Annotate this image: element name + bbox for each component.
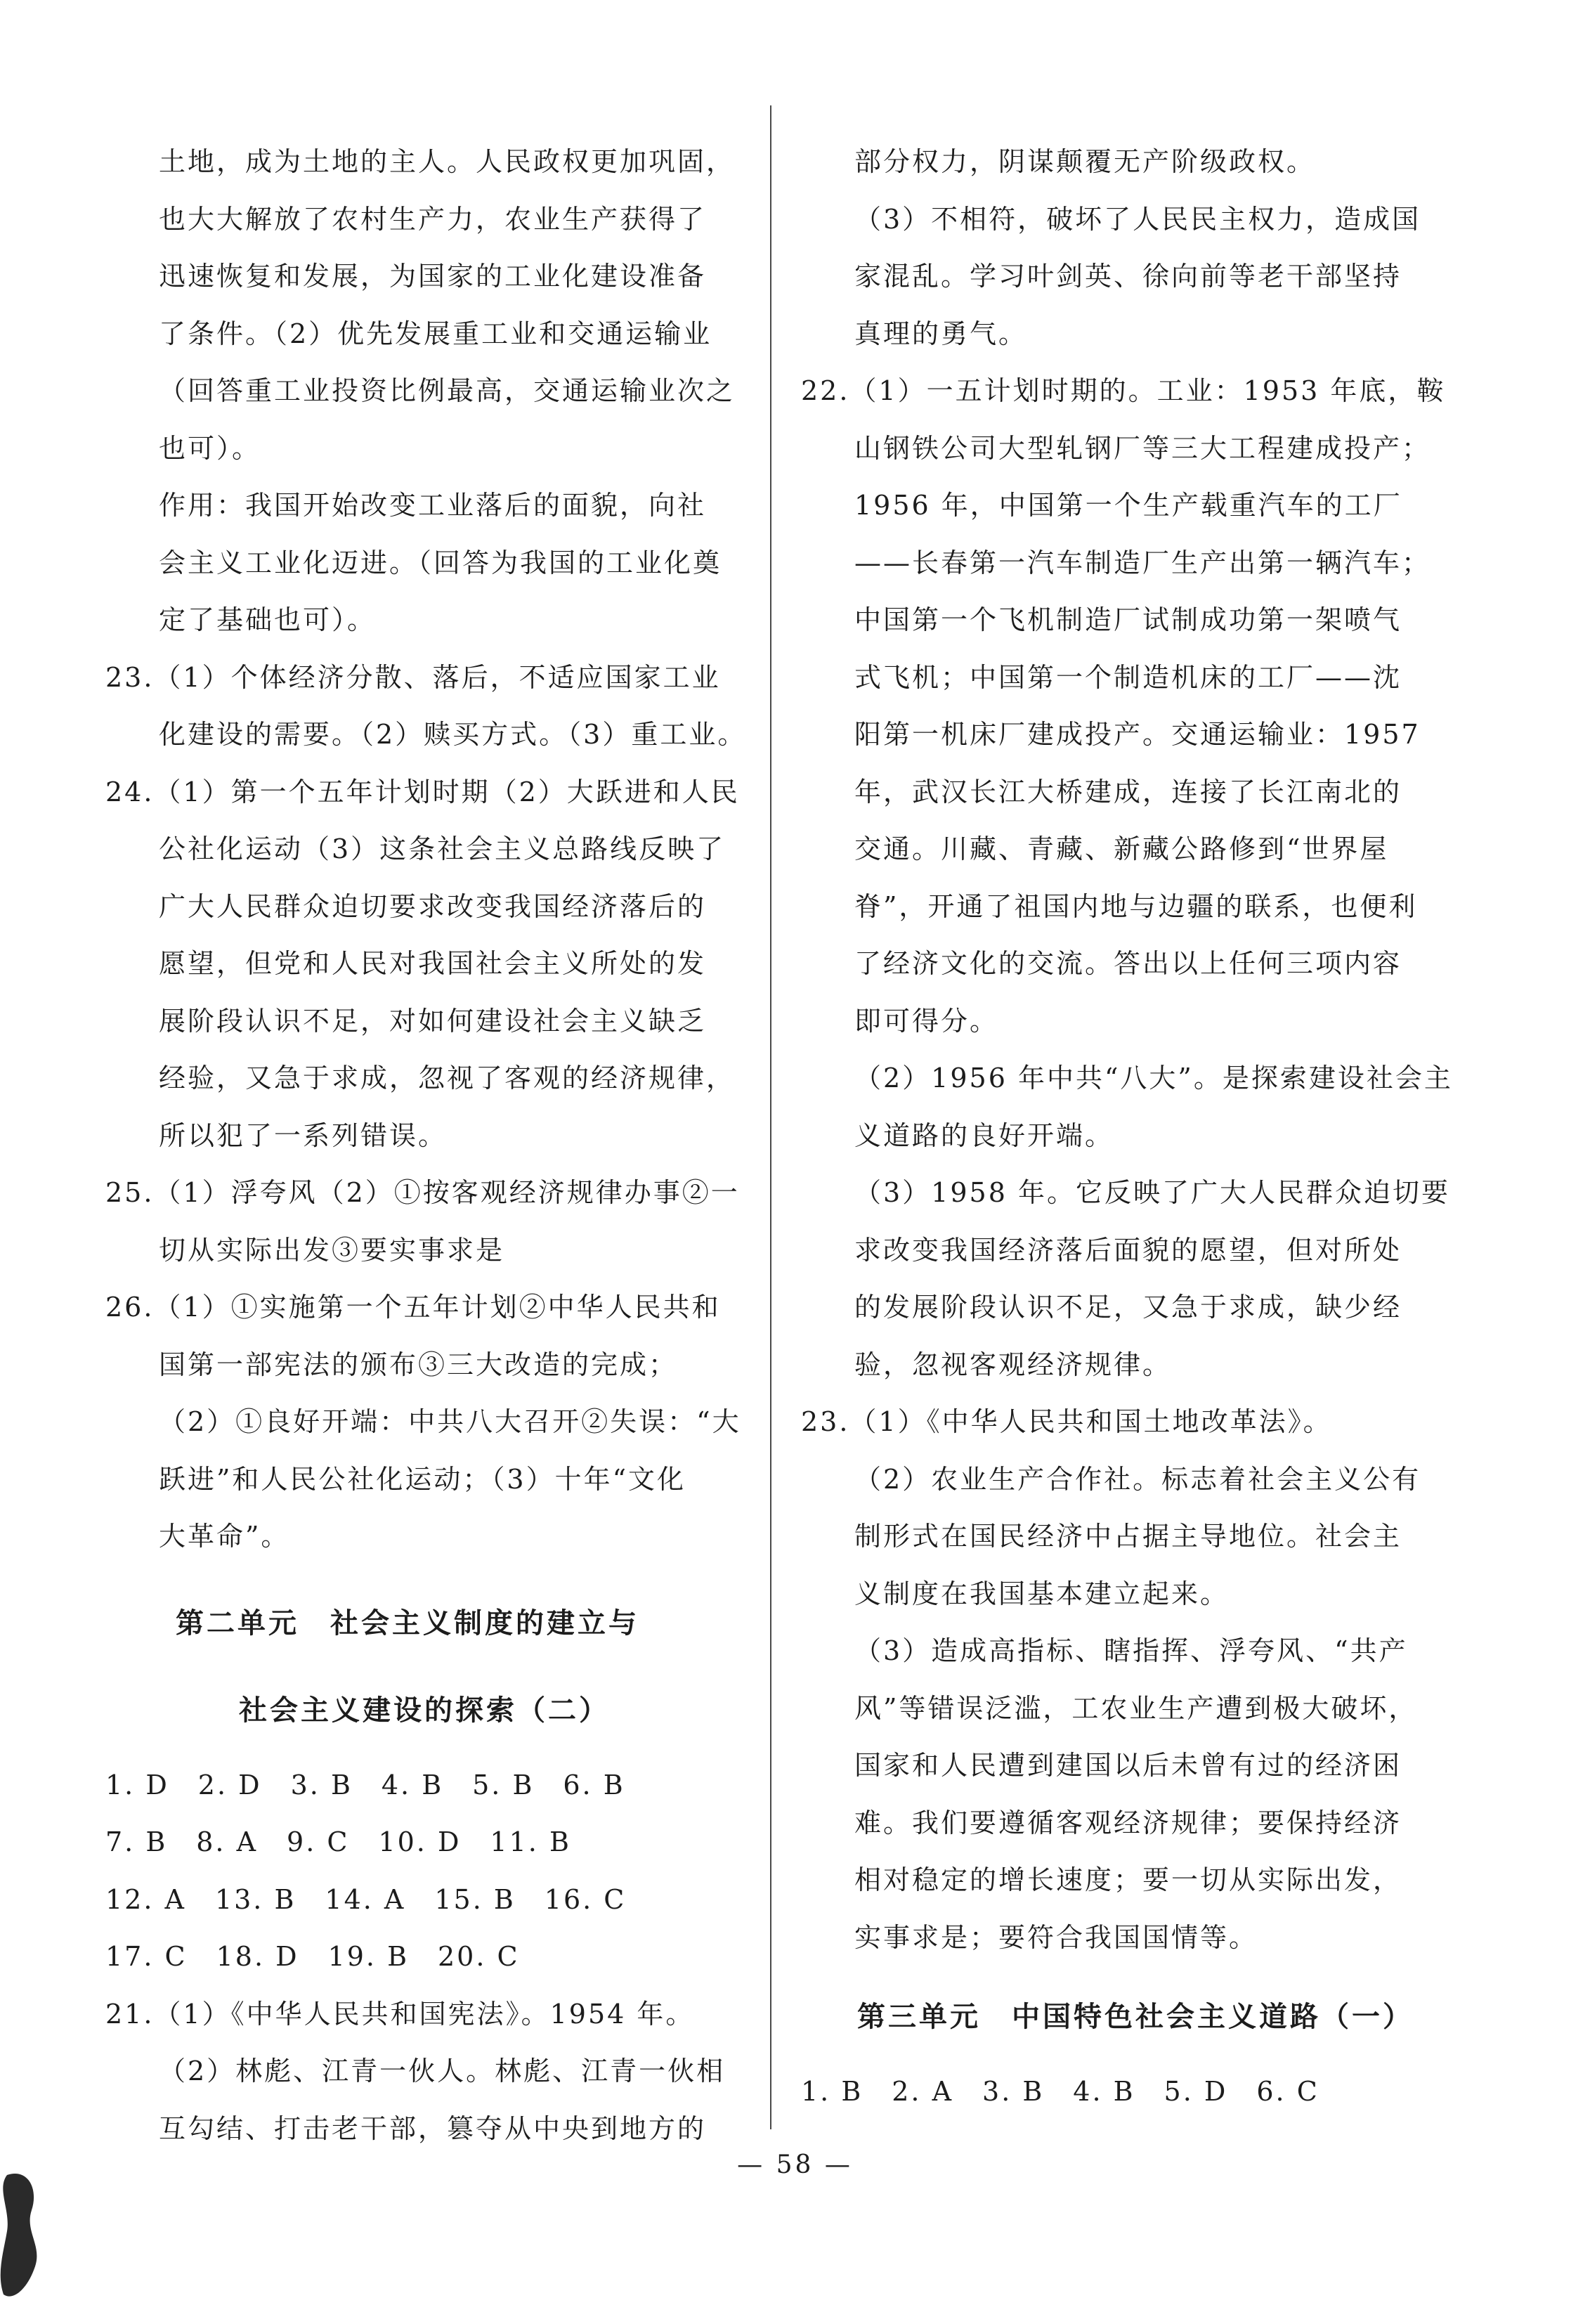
text-line: 即可得分。 — [854, 1005, 999, 1037]
text-line: 跃进”和人民公社化运动；（3）十年“文化 — [159, 1463, 686, 1495]
text-line: 广大人民群众迫切要求改变我国经济落后的 — [159, 890, 707, 922]
text-line: 愿望，但党和人民对我国社会主义所处的发 — [159, 948, 707, 979]
text-line: 山钢铁公司大型轧钢厂等三大工程建成投产； — [854, 432, 1431, 464]
text-line: 迅速恢复和发展，为国家的工业化建设准备 — [159, 261, 707, 292]
question-25-line: 25.（1）浮夸风（2）①按客观经济规律办事②一 — [105, 1177, 740, 1208]
right-column — [801, 134, 1461, 2121]
text-line: 义制度在我国基本建立起来。 — [854, 1578, 1230, 1609]
answer-row: 7. B 8. A 9. C 10. D 11. B — [105, 1826, 571, 1857]
text-line: 求改变我国经济落后面貌的愿望，但对所处 — [854, 1234, 1402, 1266]
question-24-line: 24.（1）第一个五年计划时期（2）大跃进和人民 — [105, 776, 740, 807]
text-line: 经验，又急于求成，忽视了客观的经济规律， — [159, 1063, 736, 1093]
text-line: 脊”，开通了祖国内地与边疆的联系，也便利 — [854, 890, 1418, 922]
text-line: （回答重工业投资比例最高，交通运输业次之 — [159, 375, 736, 406]
text-line: 式飞机；中国第一个制造机床的工厂——沈 — [854, 661, 1402, 693]
answer-row: 12. A 13. B 14. A 15. B 16. C — [105, 1883, 627, 1915]
text-line: 了经济文化的交流。答出以上任何三项内容 — [854, 948, 1402, 979]
answer-row: 17. C 18. D 19. B 20. C — [105, 1941, 520, 1972]
text-line: （3）造成高指标、瞎指挥、浮夸风、“共产 — [854, 1635, 1408, 1666]
question-22-line: 22.（1）一五计划时期的。工业：1953 年底，鞍 — [801, 375, 1446, 406]
text-line: ——长春第一汽车制造厂生产出第一辆汽车； — [854, 547, 1431, 578]
text-line: 风”等错误泛滥，工农业生产遭到极大破坏， — [854, 1692, 1418, 1724]
text-line: 年，武汉长江大桥建成，连接了长江南北的 — [854, 776, 1402, 807]
text-line: 义道路的良好开端。 — [854, 1119, 1114, 1151]
text-line: （2）1956 年中共“八大”。是探索建设社会主 — [854, 1063, 1453, 1093]
answer-row: 1. B 2. A 3. B 4. B 5. D 6. C — [801, 2076, 1319, 2107]
question-21-line: 21.（1）《中华人民共和国宪法》。1954 年。 — [105, 1998, 695, 2030]
text-line: 制形式在国民经济中占据主导地位。社会主 — [854, 1521, 1402, 1552]
unit2-title-line2: 社会主义建设的探索（二） — [239, 1694, 610, 1727]
text-line: 作用：我国开始改变工业落后的面貌，向社 — [159, 490, 707, 521]
left-column — [105, 134, 752, 2157]
question-26-line: 26.（1）①实施第一个五年计划②中华人民共和 — [105, 1292, 721, 1323]
text-line: 家混乱。学习叶剑英、徐向前等老干部坚持 — [854, 261, 1402, 292]
text-line: 也大大解放了农村生产力，农业生产获得了 — [159, 203, 707, 235]
text-line: 1956 年，中国第一个生产载重汽车的工厂 — [854, 490, 1402, 521]
text-line: 难。我们要遵循客观经济规律；要保持经济 — [854, 1807, 1402, 1838]
text-line: 定了基础也可）。 — [159, 604, 377, 635]
text-line: 真理的勇气。 — [854, 318, 1028, 349]
text-line: 实事求是；要符合我国国情等。 — [854, 1921, 1258, 1953]
text-line: 了条件。（2）优先发展重工业和交通运输业 — [159, 318, 712, 349]
question-23-line: 23.（1）《中华人民共和国土地改革法》。 — [801, 1406, 1332, 1437]
text-line: 互勾结、打击老干部，篡夺从中央到地方的 — [159, 2112, 707, 2144]
text-line: 部分权力，阴谋颠覆无产阶级政权。 — [854, 146, 1316, 177]
column-divider — [770, 105, 771, 2129]
text-line: 交通。川藏、青藏、新藏公路修到“世界屋 — [854, 833, 1389, 864]
question-23-line: 23.（1）个体经济分散、落后，不适应国家工业 — [105, 661, 721, 693]
text-line: （2）林彪、江青一伙人。林彪、江青一伙相 — [159, 2056, 726, 2086]
text-line: （2）农业生产合作社。标志着社会主义公有 — [854, 1463, 1421, 1495]
text-line: 的发展阶段认识不足，又急于求成，缺少经 — [854, 1292, 1402, 1323]
text-line: 国家和人民遭到建国以后未曾有过的经济困 — [854, 1750, 1402, 1781]
text-line: 会主义工业化迈进。（回答为我国的工业化奠 — [159, 547, 722, 578]
text-line: 中国第一个飞机制造厂试制成功第一架喷气 — [854, 604, 1402, 635]
text-line: 展阶段认识不足，对如何建设社会主义缺乏 — [159, 1005, 707, 1037]
text-line: 化建设的需要。（2）赎买方式。（3）重工业。 — [159, 719, 747, 750]
page-number: — 58 — — [737, 2150, 853, 2179]
text-line: 切从实际出发③要实事求是 — [159, 1234, 505, 1266]
text-line: 公社化运动（3）这条社会主义总路线反映了 — [159, 833, 726, 864]
text-line: 验，忽视客观经济规律。 — [854, 1349, 1172, 1380]
unit3-title: 第三单元 中国特色社会主义道路（一） — [857, 2001, 1414, 2033]
text-line: 大革命”。 — [159, 1521, 290, 1552]
text-line: 土地，成为土地的主人。人民政权更加巩固， — [159, 146, 736, 177]
answer-row: 1. D 2. D 3. B 4. B 5. B 6. B — [105, 1769, 625, 1800]
text-line: 阳第一机床厂建成投产。交通运输业：1957 — [854, 719, 1421, 750]
text-line: 国第一部宪法的颁布③三大改造的完成； — [159, 1349, 678, 1380]
text-line: （3）1958 年。它反映了广大人民群众迫切要 — [854, 1177, 1450, 1208]
text-line: 相对稳定的增长速度；要一切从实际出发， — [854, 1864, 1402, 1895]
text-line: （2）①良好开端：中共八大召开②失误：“大 — [159, 1406, 741, 1437]
text-line: （3）不相符，破坏了人民民主权力，造成国 — [854, 203, 1421, 235]
text-line: 所以犯了一系列错误。 — [159, 1119, 448, 1151]
text-line: 也可）。 — [159, 432, 261, 464]
unit2-title-line1: 第二单元 社会主义制度的建立与 — [176, 1606, 639, 1640]
ink-blot-mark — [0, 2168, 49, 2309]
